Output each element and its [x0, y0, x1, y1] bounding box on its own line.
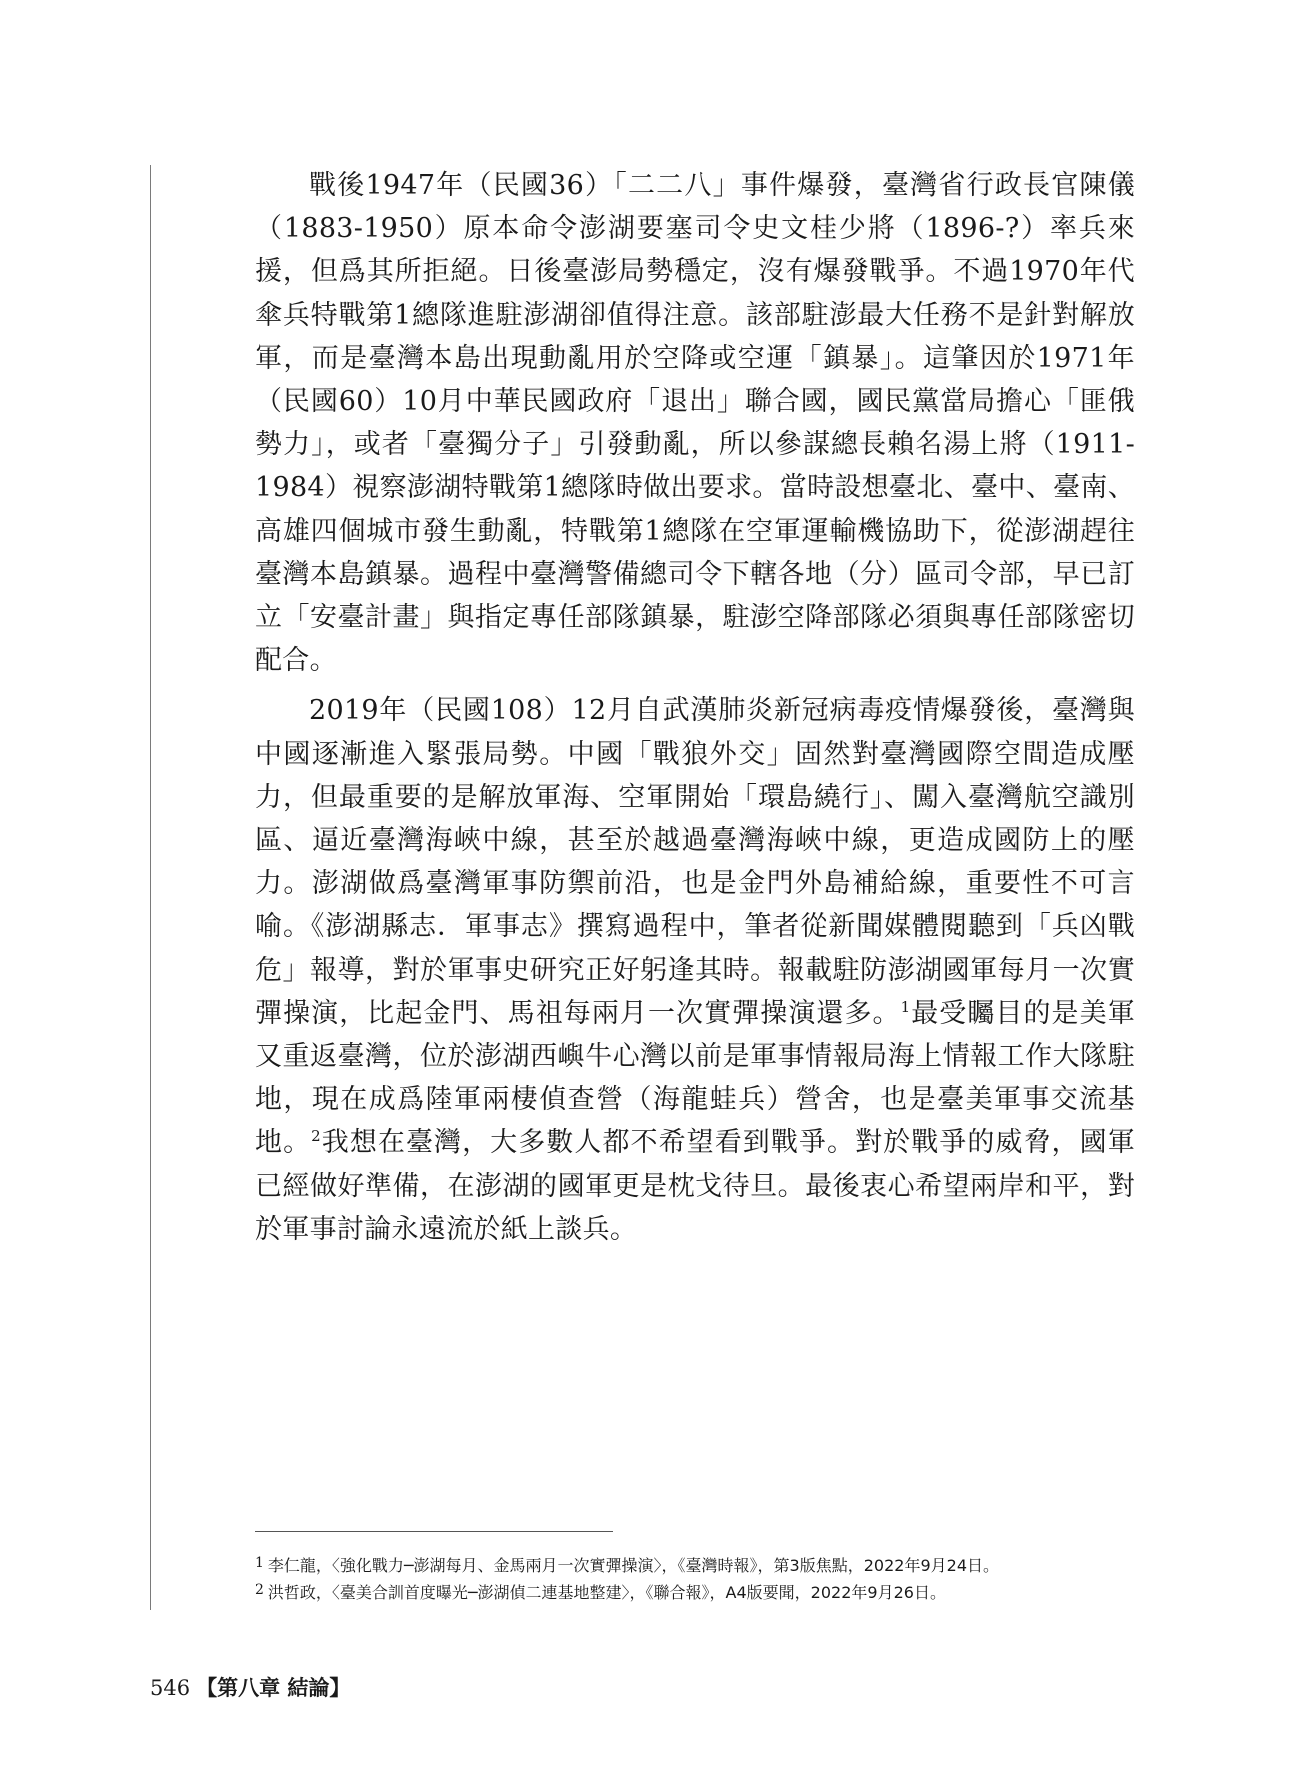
footnote-text: 洪哲政，〈臺美合訓首度曝光─澎湖偵二連基地整建〉，《聯合報》，A4版要聞，2022年9月26日。 [267, 1583, 946, 1602]
footnote-1 [255, 1551, 1155, 1578]
footnotes [255, 1551, 1155, 1605]
paragraph-text: 戰後1947年（民國36）「二二八」事件爆發，臺灣省行政長官陳儀（1883-1950）原本命令澎湖要塞司令史文桂少將（1896-?）率兵來援，但爲其所拒絕。日後臺澎局勢穩定，沒有爆發戰爭。不過1970年代傘兵特戰第1總隊進駐澎湖卻值得注意。該部駐澎最大任務不是針對解放軍，而是臺灣本島出現動亂用於空降或空運「鎮暴」。這肇因於1971年（民國60）10月中華民國政府「退出」聯合國，國民黨當局擔心「匪俄勢力」，或者「臺獨分子」引發動亂，所以參謀總長賴名湯上將（1911-1984）視察澎湖特戰第1總隊時做出要求。當時設想臺北、臺中、臺南、高雄四個城市發生動亂，特戰第1總隊在空軍運輸機協助下，從澎湖趕往臺灣本島鎮暴。過程中臺灣警備總司令下轄各地（分）區司令部，早已訂立「安臺計畫」與指定專任部隊鎮暴，駐澎空降部隊必須與專任部隊密切配合。 [255, 170, 1135, 677]
footnote-reference: 2 [311, 1127, 321, 1146]
footnote-reference: 1 [900, 997, 911, 1016]
footnote-text: 李仁龍，〈強化戰力─澎湖每月、金馬兩月一次實彈操演〉，《臺灣時報》，第3版焦點，2022年9月24日。 [267, 1556, 999, 1575]
paragraph-text: 最受矚目的是美軍又重返臺灣，位於澎湖西嶼牛心灣以前是軍事情報局海上情報工作大隊駐地，現在成爲陸軍兩棲偵查營（海龍蛙兵）營舍，也是臺美軍事交流基地。 [255, 997, 1135, 1159]
page-number: 546 [150, 1676, 191, 1700]
chapter-title: 【第八章 結論】 [196, 1675, 351, 1700]
paragraph-1 [255, 164, 1135, 682]
footnote-number: 1 [255, 1555, 264, 1571]
page-footer [150, 1672, 350, 1702]
paragraph-text: 2019年（民國108）12月自武漢肺炎新冠病毒疫情爆發後，臺灣與中國逐漸進入緊張局勢。中國「戰狼外交」固然對臺灣國際空間造成壓力，但最重要的是解放軍海、空軍開始「環島繞行」、闖入臺灣航空識別區、逼近臺灣海峽中線，甚至於越過臺灣海峽中線，更造成國防上的壓力。澎湖做爲臺灣軍事防禦前沿，也是金門外島補給線，重要性不可言喻。《澎湖縣志．軍事志》撰寫過程中，筆者從新聞媒體閱聽到「兵凶戰危」報導，對於軍事史研究正好躬逢其時。報載駐防澎湖國軍每月一次實彈操演，比起金門、馬祖每兩月一次實彈操演還多。 [255, 695, 1135, 1029]
footnote-number: 2 [255, 1582, 264, 1598]
margin-rule [150, 165, 151, 1610]
footnote-divider [255, 1531, 613, 1532]
body-text [255, 164, 1135, 1251]
footnote-2 [255, 1578, 1155, 1605]
paragraph-text: 我想在臺灣，大多數人都不希望看到戰爭。對於戰爭的威脅，國軍已經做好準備，在澎湖的國軍更是枕戈待旦。最後衷心希望兩岸和平，對於軍事討論永遠流於紙上談兵。 [255, 1127, 1135, 1245]
paragraph-2 [255, 689, 1135, 1251]
